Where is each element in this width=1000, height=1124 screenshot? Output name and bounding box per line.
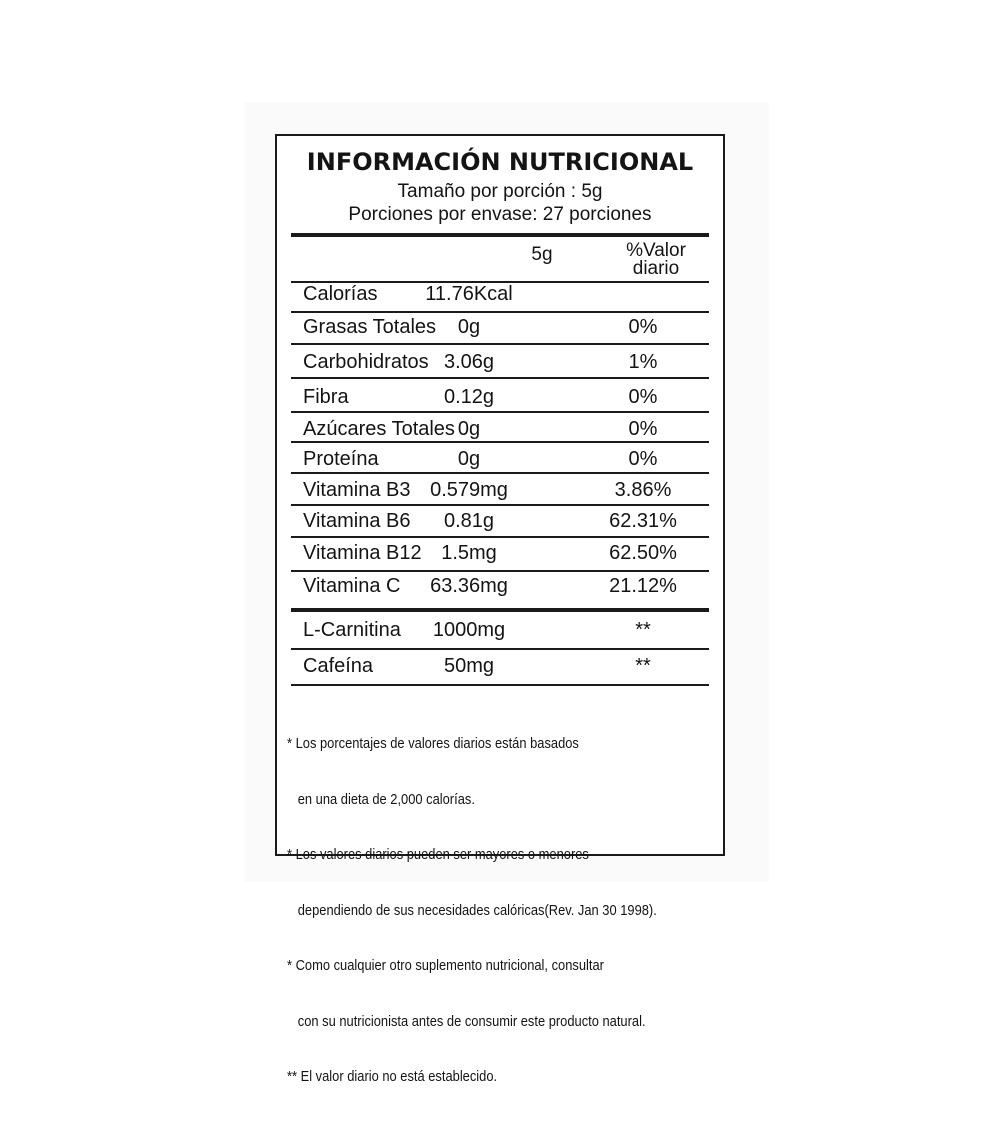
row-divider bbox=[291, 684, 709, 686]
row-divider bbox=[291, 411, 709, 413]
nutrient-amount: 0.12g bbox=[443, 386, 495, 408]
nutrient-daily-value: 1% bbox=[628, 351, 658, 373]
footnote-line: con su nutricionista antes de consumir este producto natural. bbox=[287, 1012, 646, 1030]
row-divider bbox=[291, 311, 709, 313]
nutrition-facts-label bbox=[275, 134, 725, 1085]
nutrient-amount: 1000mg bbox=[432, 619, 506, 641]
nutrient-daily-value: 0% bbox=[628, 316, 658, 338]
nutrient-name: Grasas Totales bbox=[303, 316, 437, 338]
nutrient-amount: 63.36mg bbox=[430, 575, 508, 597]
nutrient-daily-value: 0% bbox=[628, 386, 658, 408]
row-divider bbox=[291, 377, 709, 379]
row-divider bbox=[291, 536, 709, 538]
nutrient-name: Proteína bbox=[303, 448, 379, 470]
nutrient-daily-value: 0% bbox=[628, 418, 658, 440]
nutrient-name: Vitamina C bbox=[303, 575, 401, 597]
nutrient-name: Vitamina B12 bbox=[303, 542, 422, 564]
footnote-line: * Los porcentajes de valores diarios están basados bbox=[287, 735, 579, 752]
nutrient-daily-value: 62.50% bbox=[609, 542, 677, 564]
nutrient-name: Azúcares Totales bbox=[303, 418, 455, 440]
nutrient-daily-value: 0% bbox=[628, 448, 658, 470]
nutrient-name: Cafeína bbox=[303, 655, 374, 677]
nutrient-name: Vitamina B6 bbox=[303, 510, 411, 532]
row-divider bbox=[291, 570, 709, 572]
nutrient-amount: 1.5mg bbox=[441, 542, 497, 564]
row-divider bbox=[291, 504, 709, 506]
serving-size: Tamaño por porción : 5g bbox=[397, 181, 603, 202]
nutrient-amount: 3.06g bbox=[443, 351, 495, 373]
nutrient-amount: 50mg bbox=[443, 655, 495, 677]
footnote-line: * Los valores diarios pueden ser mayores o menores bbox=[287, 846, 589, 863]
nutrient-amount: 0.81g bbox=[443, 510, 495, 532]
nutrient-amount: 0.579mg bbox=[430, 479, 508, 501]
footnote-line: dependiendo de sus necesidades calóricas(Rev. Jan 30 1998). bbox=[287, 901, 657, 919]
header-divider bbox=[291, 233, 709, 237]
servings-per-container: Porciones por envase: 27 porciones bbox=[348, 204, 652, 225]
daily-value-header-line2: diario bbox=[632, 258, 680, 279]
nutrient-amount: 0g bbox=[457, 418, 481, 440]
footnote-line: ** El valor diario no está establecido. bbox=[287, 1068, 498, 1085]
nutrient-daily-value: 62.31% bbox=[609, 510, 677, 532]
nutrient-name: Fibra bbox=[303, 386, 349, 408]
nutrient-name: L-Carnitina bbox=[303, 619, 401, 641]
nutrient-name: Vitamina B3 bbox=[303, 479, 411, 501]
daily-value-column-header bbox=[597, 242, 715, 278]
nutrient-amount: 11.76Kcal bbox=[425, 283, 513, 305]
row-divider bbox=[291, 343, 709, 345]
row-divider bbox=[291, 608, 709, 612]
amount-column-header: 5g bbox=[531, 244, 553, 265]
nutrient-daily-value: 21.12% bbox=[609, 575, 677, 597]
row-divider bbox=[291, 441, 709, 443]
daily-value-header-line1: %Valor bbox=[626, 240, 686, 261]
row-divider bbox=[291, 648, 709, 650]
nutrient-name: Calorías bbox=[303, 283, 378, 305]
footnote-line: en una dieta de 2,000 calorías. bbox=[287, 790, 475, 808]
nutrient-amount: 0g bbox=[457, 316, 481, 338]
footnote-line: * Como cualquier otro suplemento nutricional, consultar bbox=[287, 957, 604, 974]
nutrient-name: Carbohidratos bbox=[303, 351, 429, 373]
label-title: INFORMACIÓN NUTRICIONAL bbox=[306, 148, 694, 176]
footnotes bbox=[287, 698, 657, 1124]
nutrient-amount: 0g bbox=[457, 448, 481, 470]
nutrient-daily-value: ** bbox=[635, 619, 651, 641]
nutrient-daily-value: ** bbox=[635, 655, 651, 677]
row-divider bbox=[291, 472, 709, 474]
nutrient-daily-value: 3.86% bbox=[614, 479, 672, 501]
